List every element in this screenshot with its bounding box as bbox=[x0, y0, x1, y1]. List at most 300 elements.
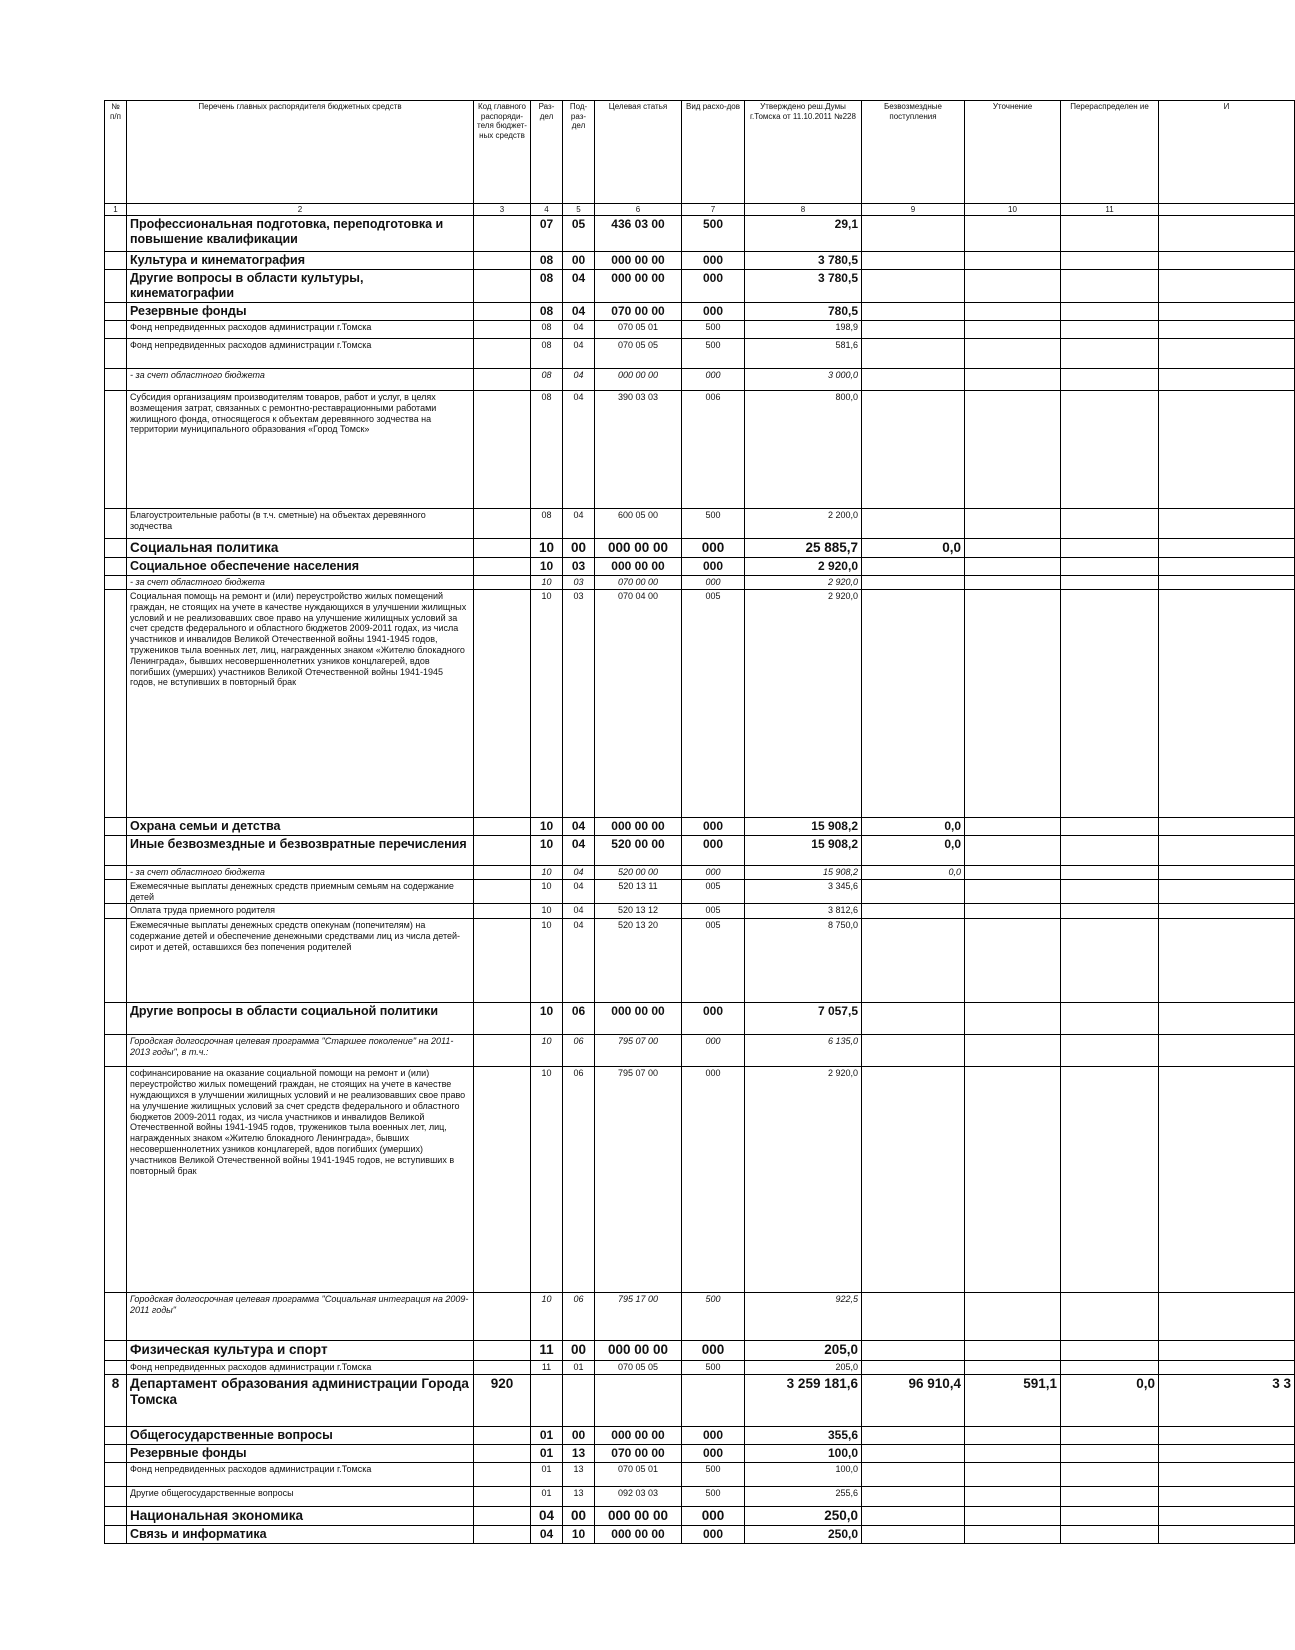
budget-table bbox=[104, 100, 1295, 1544]
col-header-name: Перечень главных распорядителя бюджетных средств bbox=[127, 101, 474, 204]
table-row bbox=[105, 1506, 1295, 1525]
cell-razdel: 01 bbox=[531, 1444, 563, 1462]
cell-total bbox=[1159, 1462, 1295, 1486]
cell-grants bbox=[862, 216, 965, 252]
cell-clarif bbox=[965, 1293, 1061, 1341]
cell-name: Городская долгосрочная целевая программа "Социальная интеграция на 2009-2011 годы" bbox=[127, 1293, 474, 1341]
cell-podrazdel: 05 bbox=[563, 216, 595, 252]
cell-grants bbox=[862, 1525, 965, 1543]
cell-razdel: 10 bbox=[531, 576, 563, 590]
cell-podrazdel: 04 bbox=[563, 321, 595, 339]
cell-podrazdel: 13 bbox=[563, 1462, 595, 1486]
cell-approved: 3 259 181,6 bbox=[745, 1374, 862, 1426]
table-row bbox=[105, 509, 1295, 539]
cell-razdel: 10 bbox=[531, 865, 563, 879]
cell-razdel: 04 bbox=[531, 1506, 563, 1525]
cell-redistr bbox=[1061, 391, 1159, 509]
cell-redistr bbox=[1061, 321, 1159, 339]
table-row bbox=[105, 1035, 1295, 1067]
cell-num bbox=[105, 1067, 127, 1293]
cell-name: Физическая культура и спорт bbox=[127, 1341, 474, 1360]
cell-podrazdel: 10 bbox=[563, 1525, 595, 1543]
cell-podrazdel: 04 bbox=[563, 509, 595, 539]
cell-podrazdel: 13 bbox=[563, 1486, 595, 1506]
cell-vid: 005 bbox=[682, 589, 745, 817]
cell-article: 000 00 00 bbox=[595, 1003, 682, 1035]
cell-name: - за счет областного бюджета bbox=[127, 576, 474, 590]
cell-total bbox=[1159, 321, 1295, 339]
table-row bbox=[105, 1341, 1295, 1360]
cell-podrazdel: 04 bbox=[563, 303, 595, 321]
cell-razdel: 08 bbox=[531, 321, 563, 339]
cell-total bbox=[1159, 252, 1295, 270]
table-row bbox=[105, 1462, 1295, 1486]
cell-total bbox=[1159, 391, 1295, 509]
cell-podrazdel bbox=[563, 1374, 595, 1426]
cell-total bbox=[1159, 1486, 1295, 1506]
cell-razdel: 10 bbox=[531, 1035, 563, 1067]
cell-num bbox=[105, 589, 127, 817]
cell-name: Связь и информатика bbox=[127, 1525, 474, 1543]
cell-name: софинансирование на оказание социальной помощи на ремонт и (или) переустройство жилых помещений граждан, не стоящих на учете в качестве нуждающихся в улучшении жилищных условий и не реализовавших свое право на улучшение жилищных условий за счет средств федерального и областного бюджетов 2009-2011 годах, из числа участников и инвалидов Великой Отечественной войны 1941-1945 годов, тружеников тыла военных лет, лиц, награжденных знаком «Жителю блокадного Ленинграда», бывших несовершеннолетних узников концлагерей, вдов погибших (умерших) участников Великой Отечественной войны 1941-1945 годов, не вступивших в повторный брак bbox=[127, 1067, 474, 1293]
cell-num bbox=[105, 1486, 127, 1506]
cell-article: 000 00 00 bbox=[595, 369, 682, 391]
cell-vid: 500 bbox=[682, 339, 745, 369]
col-index: 9 bbox=[862, 204, 965, 216]
cell-num bbox=[105, 339, 127, 369]
table-row bbox=[105, 919, 1295, 1003]
cell-total bbox=[1159, 1426, 1295, 1444]
cell-approved: 15 908,2 bbox=[745, 835, 862, 865]
table-row bbox=[105, 576, 1295, 590]
cell-clarif bbox=[965, 835, 1061, 865]
cell-num bbox=[105, 1293, 127, 1341]
cell-clarif bbox=[965, 1360, 1061, 1374]
cell-total bbox=[1159, 216, 1295, 252]
cell-article: 070 05 05 bbox=[595, 339, 682, 369]
col-index bbox=[1159, 204, 1295, 216]
cell-approved: 100,0 bbox=[745, 1444, 862, 1462]
cell-clarif bbox=[965, 369, 1061, 391]
cell-code bbox=[474, 576, 531, 590]
cell-code bbox=[474, 835, 531, 865]
cell-code bbox=[474, 1486, 531, 1506]
cell-redistr bbox=[1061, 589, 1159, 817]
col-index: 6 bbox=[595, 204, 682, 216]
cell-redistr bbox=[1061, 216, 1159, 252]
cell-podrazdel: 04 bbox=[563, 339, 595, 369]
cell-clarif bbox=[965, 1525, 1061, 1543]
cell-code bbox=[474, 252, 531, 270]
cell-razdel: 10 bbox=[531, 558, 563, 576]
cell-article bbox=[595, 1374, 682, 1426]
cell-approved: 198,9 bbox=[745, 321, 862, 339]
cell-redistr bbox=[1061, 558, 1159, 576]
cell-grants: 0,0 bbox=[862, 817, 965, 835]
cell-razdel: 10 bbox=[531, 1067, 563, 1293]
cell-razdel: 08 bbox=[531, 339, 563, 369]
cell-article: 795 17 00 bbox=[595, 1293, 682, 1341]
cell-grants bbox=[862, 1444, 965, 1462]
cell-podrazdel: 06 bbox=[563, 1003, 595, 1035]
cell-num bbox=[105, 1341, 127, 1360]
cell-article: 070 05 05 bbox=[595, 1360, 682, 1374]
cell-code bbox=[474, 817, 531, 835]
cell-grants bbox=[862, 919, 965, 1003]
cell-name: Фонд непредвиденных расходов администрации г.Томска bbox=[127, 1360, 474, 1374]
col-index: 11 bbox=[1061, 204, 1159, 216]
table-row bbox=[105, 1003, 1295, 1035]
cell-name: Другие общегосударственные вопросы bbox=[127, 1486, 474, 1506]
cell-redistr bbox=[1061, 1003, 1159, 1035]
cell-vid: 005 bbox=[682, 919, 745, 1003]
cell-vid: 500 bbox=[682, 321, 745, 339]
cell-article: 520 13 20 bbox=[595, 919, 682, 1003]
cell-vid: 000 bbox=[682, 558, 745, 576]
cell-article: 000 00 00 bbox=[595, 252, 682, 270]
cell-code bbox=[474, 1067, 531, 1293]
cell-approved: 255,6 bbox=[745, 1486, 862, 1506]
cell-redistr bbox=[1061, 865, 1159, 879]
col-header-grants: Безвозмездные поступления bbox=[862, 101, 965, 204]
cell-podrazdel: 04 bbox=[563, 879, 595, 904]
cell-clarif bbox=[965, 865, 1061, 879]
cell-article: 070 00 00 bbox=[595, 1444, 682, 1462]
cell-code bbox=[474, 1462, 531, 1486]
col-header-code: Код главного распоряди-теля бюджет-ных средств bbox=[474, 101, 531, 204]
cell-clarif bbox=[965, 1486, 1061, 1506]
cell-vid: 000 bbox=[682, 270, 745, 303]
col-header-approved: Утверждено реш.Думы г.Томска от 11.10.2011 №228 bbox=[745, 101, 862, 204]
table-row bbox=[105, 1426, 1295, 1444]
cell-num bbox=[105, 904, 127, 919]
cell-redistr bbox=[1061, 1506, 1159, 1525]
cell-redistr bbox=[1061, 919, 1159, 1003]
cell-vid: 005 bbox=[682, 879, 745, 904]
cell-clarif bbox=[965, 509, 1061, 539]
cell-code bbox=[474, 1003, 531, 1035]
cell-article: 520 13 11 bbox=[595, 879, 682, 904]
cell-razdel: 04 bbox=[531, 1525, 563, 1543]
cell-name: Оплата труда приемного родителя bbox=[127, 904, 474, 919]
cell-clarif bbox=[965, 879, 1061, 904]
table-row bbox=[105, 339, 1295, 369]
cell-grants bbox=[862, 509, 965, 539]
cell-num: 8 bbox=[105, 1374, 127, 1426]
cell-total bbox=[1159, 539, 1295, 558]
cell-article: 000 00 00 bbox=[595, 1525, 682, 1543]
cell-vid: 000 bbox=[682, 1341, 745, 1360]
cell-grants bbox=[862, 339, 965, 369]
cell-name: - за счет областного бюджета bbox=[127, 369, 474, 391]
cell-approved: 922,5 bbox=[745, 1293, 862, 1341]
cell-code bbox=[474, 865, 531, 879]
cell-num bbox=[105, 835, 127, 865]
cell-redistr bbox=[1061, 1067, 1159, 1293]
cell-name: Культура и кинематография bbox=[127, 252, 474, 270]
cell-num bbox=[105, 252, 127, 270]
cell-total bbox=[1159, 509, 1295, 539]
cell-approved: 2 200,0 bbox=[745, 509, 862, 539]
cell-num bbox=[105, 391, 127, 509]
cell-name: Социальная помощь на ремонт и (или) переустройство жилых помещений граждан, не стоящих на учете в качестве нуждающихся в улучшении жилищных условий и не реализовавших свое право на улучшение жилищных условий за счет средств федерального и областного бюджетов 2009-2011 годах, из числа участников и инвалидов Великой Отечественной войны 1941-1945 годов, тружеников тыла военных лет, лиц, награжденных знаком «Жителю блокадного Ленинграда», бывших несовершеннолетних узников концлагерей, вдов погибших (умерших) участников Великой Отечественной войны 1941-1945 годов, не вступивших в повторный брак bbox=[127, 589, 474, 817]
cell-num bbox=[105, 1360, 127, 1374]
cell-code bbox=[474, 879, 531, 904]
cell-podrazdel: 00 bbox=[563, 539, 595, 558]
cell-grants bbox=[862, 391, 965, 509]
cell-approved: 3 780,5 bbox=[745, 270, 862, 303]
cell-code bbox=[474, 270, 531, 303]
cell-clarif bbox=[965, 589, 1061, 817]
cell-num bbox=[105, 1035, 127, 1067]
cell-podrazdel: 04 bbox=[563, 391, 595, 509]
cell-code bbox=[474, 509, 531, 539]
cell-num bbox=[105, 303, 127, 321]
cell-approved: 355,6 bbox=[745, 1426, 862, 1444]
cell-name: Городская долгосрочная целевая программа "Старшее поколение" на 2011-2013 годы", в т.ч.: bbox=[127, 1035, 474, 1067]
cell-razdel: 08 bbox=[531, 369, 563, 391]
cell-approved: 250,0 bbox=[745, 1525, 862, 1543]
cell-article: 600 05 00 bbox=[595, 509, 682, 539]
cell-name: Другие вопросы в области культуры, кинематографии bbox=[127, 270, 474, 303]
cell-razdel: 01 bbox=[531, 1462, 563, 1486]
cell-vid: 000 bbox=[682, 539, 745, 558]
cell-razdel: 11 bbox=[531, 1360, 563, 1374]
cell-clarif bbox=[965, 339, 1061, 369]
table-body bbox=[105, 216, 1295, 1544]
cell-redistr bbox=[1061, 1462, 1159, 1486]
table-row bbox=[105, 1444, 1295, 1462]
cell-approved: 15 908,2 bbox=[745, 865, 862, 879]
cell-num bbox=[105, 817, 127, 835]
table-row bbox=[105, 1067, 1295, 1293]
cell-total bbox=[1159, 576, 1295, 590]
cell-razdel: 08 bbox=[531, 391, 563, 509]
cell-total bbox=[1159, 1506, 1295, 1525]
cell-podrazdel: 00 bbox=[563, 1426, 595, 1444]
table-row bbox=[105, 321, 1295, 339]
cell-num bbox=[105, 1426, 127, 1444]
cell-total bbox=[1159, 817, 1295, 835]
cell-redistr bbox=[1061, 817, 1159, 835]
cell-total bbox=[1159, 879, 1295, 904]
cell-razdel: 08 bbox=[531, 303, 563, 321]
cell-total bbox=[1159, 1525, 1295, 1543]
cell-redistr bbox=[1061, 1341, 1159, 1360]
cell-vid: 000 bbox=[682, 576, 745, 590]
cell-podrazdel: 04 bbox=[563, 369, 595, 391]
cell-redistr bbox=[1061, 904, 1159, 919]
cell-vid: 000 bbox=[682, 865, 745, 879]
cell-name: Социальная политика bbox=[127, 539, 474, 558]
cell-grants bbox=[862, 576, 965, 590]
cell-name: Фонд непредвиденных расходов администрации г.Томска bbox=[127, 1462, 474, 1486]
cell-vid: 000 bbox=[682, 1426, 745, 1444]
cell-total bbox=[1159, 339, 1295, 369]
table-row bbox=[105, 865, 1295, 879]
cell-vid: 000 bbox=[682, 1067, 745, 1293]
cell-approved: 2 920,0 bbox=[745, 558, 862, 576]
cell-name: Охрана семьи и детства bbox=[127, 817, 474, 835]
cell-code bbox=[474, 1525, 531, 1543]
cell-code bbox=[474, 1426, 531, 1444]
cell-code bbox=[474, 589, 531, 817]
cell-approved: 250,0 bbox=[745, 1506, 862, 1525]
table-row bbox=[105, 835, 1295, 865]
cell-num bbox=[105, 1444, 127, 1462]
table-row bbox=[105, 1486, 1295, 1506]
cell-total bbox=[1159, 558, 1295, 576]
cell-redistr bbox=[1061, 509, 1159, 539]
col-index: 2 bbox=[127, 204, 474, 216]
cell-redistr bbox=[1061, 1360, 1159, 1374]
cell-clarif bbox=[965, 1067, 1061, 1293]
cell-grants bbox=[862, 1293, 965, 1341]
col-header-num: № п/п bbox=[105, 101, 127, 204]
cell-clarif bbox=[965, 1426, 1061, 1444]
cell-vid bbox=[682, 1374, 745, 1426]
cell-num bbox=[105, 1506, 127, 1525]
cell-grants: 0,0 bbox=[862, 539, 965, 558]
cell-name: Другие вопросы в области социальной политики bbox=[127, 1003, 474, 1035]
cell-razdel: 10 bbox=[531, 919, 563, 1003]
cell-code bbox=[474, 391, 531, 509]
cell-vid: 000 bbox=[682, 1035, 745, 1067]
cell-grants bbox=[862, 321, 965, 339]
cell-article: 000 00 00 bbox=[595, 539, 682, 558]
cell-article: 070 05 01 bbox=[595, 321, 682, 339]
cell-name: Субсидия организациям производителям товаров, работ и услуг, в целях возмещения затрат, связанных с ремонтно-реставрационными работами жилищного фонда, относящегося к объектам деревянного зодчества на территории муниципального образования «Город Томск» bbox=[127, 391, 474, 509]
table-row bbox=[105, 589, 1295, 817]
cell-article: 795 07 00 bbox=[595, 1067, 682, 1293]
cell-total bbox=[1159, 865, 1295, 879]
cell-podrazdel: 04 bbox=[563, 270, 595, 303]
cell-name: Национальная экономика bbox=[127, 1506, 474, 1525]
cell-num bbox=[105, 865, 127, 879]
cell-grants bbox=[862, 879, 965, 904]
table-row bbox=[105, 1293, 1295, 1341]
cell-podrazdel: 06 bbox=[563, 1293, 595, 1341]
cell-code bbox=[474, 558, 531, 576]
cell-num bbox=[105, 919, 127, 1003]
cell-approved: 2 920,0 bbox=[745, 1067, 862, 1293]
cell-name: Резервные фонды bbox=[127, 1444, 474, 1462]
cell-code bbox=[474, 1293, 531, 1341]
cell-approved: 3 812,6 bbox=[745, 904, 862, 919]
cell-redistr: 0,0 bbox=[1061, 1374, 1159, 1426]
col-header-total: И bbox=[1159, 101, 1295, 204]
cell-article: 000 00 00 bbox=[595, 1506, 682, 1525]
cell-article: 000 00 00 bbox=[595, 270, 682, 303]
col-header-article: Целевая статья bbox=[595, 101, 682, 204]
cell-code bbox=[474, 339, 531, 369]
col-index: 10 bbox=[965, 204, 1061, 216]
cell-podrazdel: 06 bbox=[563, 1067, 595, 1293]
cell-vid: 006 bbox=[682, 391, 745, 509]
cell-grants bbox=[862, 1341, 965, 1360]
cell-article: 000 00 00 bbox=[595, 1341, 682, 1360]
cell-code bbox=[474, 303, 531, 321]
cell-approved: 8 750,0 bbox=[745, 919, 862, 1003]
table-row bbox=[105, 879, 1295, 904]
cell-razdel bbox=[531, 1374, 563, 1426]
cell-code bbox=[474, 1035, 531, 1067]
cell-grants bbox=[862, 1360, 965, 1374]
cell-podrazdel: 04 bbox=[563, 919, 595, 1003]
cell-vid: 000 bbox=[682, 817, 745, 835]
cell-num bbox=[105, 576, 127, 590]
cell-grants bbox=[862, 1003, 965, 1035]
cell-clarif bbox=[965, 1444, 1061, 1462]
cell-name: Иные безвозмездные и безвозвратные перечисления bbox=[127, 835, 474, 865]
cell-article: 000 00 00 bbox=[595, 1426, 682, 1444]
cell-approved: 3 780,5 bbox=[745, 252, 862, 270]
cell-code bbox=[474, 919, 531, 1003]
table-row bbox=[105, 817, 1295, 835]
cell-name: Департамент образования администрации Города Томска bbox=[127, 1374, 474, 1426]
cell-grants bbox=[862, 589, 965, 817]
cell-clarif bbox=[965, 321, 1061, 339]
cell-grants bbox=[862, 558, 965, 576]
cell-podrazdel: 03 bbox=[563, 576, 595, 590]
cell-approved: 2 920,0 bbox=[745, 576, 862, 590]
cell-code bbox=[474, 904, 531, 919]
cell-approved: 581,6 bbox=[745, 339, 862, 369]
cell-vid: 000 bbox=[682, 1525, 745, 1543]
cell-podrazdel: 03 bbox=[563, 558, 595, 576]
cell-razdel: 08 bbox=[531, 270, 563, 303]
cell-name: Фонд непредвиденных расходов администрации г.Томска bbox=[127, 339, 474, 369]
table-row bbox=[105, 303, 1295, 321]
table-row bbox=[105, 558, 1295, 576]
cell-razdel: 10 bbox=[531, 904, 563, 919]
cell-article: 000 00 00 bbox=[595, 558, 682, 576]
cell-redistr bbox=[1061, 1444, 1159, 1462]
cell-clarif bbox=[965, 391, 1061, 509]
cell-redistr bbox=[1061, 1293, 1159, 1341]
cell-num bbox=[105, 879, 127, 904]
cell-grants bbox=[862, 1462, 965, 1486]
cell-clarif: 591,1 bbox=[965, 1374, 1061, 1426]
cell-total bbox=[1159, 1293, 1295, 1341]
cell-total bbox=[1159, 1444, 1295, 1462]
cell-code: 920 bbox=[474, 1374, 531, 1426]
cell-num bbox=[105, 270, 127, 303]
cell-vid: 000 bbox=[682, 1444, 745, 1462]
cell-podrazdel: 01 bbox=[563, 1360, 595, 1374]
cell-vid: 000 bbox=[682, 369, 745, 391]
cell-grants bbox=[862, 1035, 965, 1067]
cell-total bbox=[1159, 1341, 1295, 1360]
cell-article: 795 07 00 bbox=[595, 1035, 682, 1067]
cell-code bbox=[474, 1444, 531, 1462]
header-row bbox=[105, 101, 1295, 204]
cell-redistr bbox=[1061, 879, 1159, 904]
cell-razdel: 08 bbox=[531, 252, 563, 270]
cell-clarif bbox=[965, 1462, 1061, 1486]
cell-name: Резервные фонды bbox=[127, 303, 474, 321]
table-row bbox=[105, 539, 1295, 558]
cell-vid: 005 bbox=[682, 904, 745, 919]
cell-total bbox=[1159, 835, 1295, 865]
cell-vid: 000 bbox=[682, 303, 745, 321]
cell-num bbox=[105, 558, 127, 576]
cell-razdel: 10 bbox=[531, 539, 563, 558]
cell-code bbox=[474, 1360, 531, 1374]
cell-grants bbox=[862, 303, 965, 321]
cell-num bbox=[105, 1525, 127, 1543]
cell-podrazdel: 00 bbox=[563, 1341, 595, 1360]
